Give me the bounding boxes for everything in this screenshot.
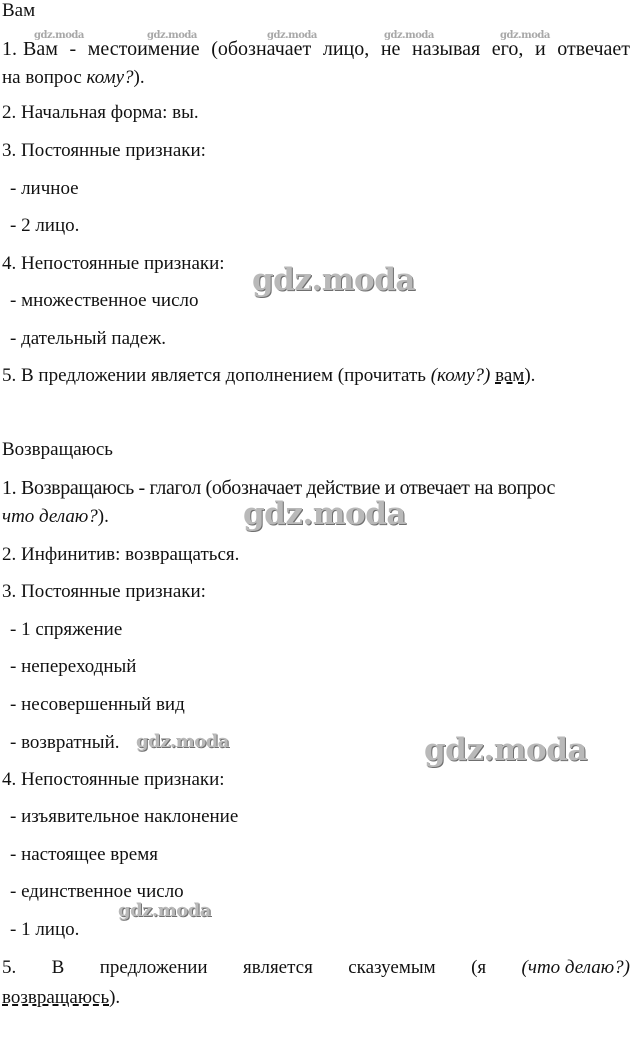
- watermark-small-3: gdz.moda: [267, 30, 317, 41]
- s2-p5-w2: В: [51, 957, 65, 978]
- s2-p3-item4: - возвратный.: [10, 732, 120, 753]
- s1-p1-b: на вопрос: [2, 67, 87, 88]
- watermark-small-1: gdz.moda: [34, 30, 84, 41]
- s2-p5-question: (что делаю?): [521, 957, 630, 978]
- s2-p1-question: что делаю?: [2, 506, 98, 527]
- s1-p1-question: кому?: [86, 67, 134, 88]
- s1-p5: [2, 366, 535, 385]
- s2-p5-w6: (я: [471, 957, 487, 978]
- s2-p4-item3: - единственное число: [10, 881, 184, 902]
- s2-p3-item2: - непереходный: [10, 656, 137, 677]
- watermark-bottom: gdz.moda: [118, 900, 211, 921]
- watermark-big-3: gdz.moda: [424, 732, 587, 768]
- s1-p3-item2: - 2 лицо.: [10, 215, 80, 236]
- s1-p1-num: 1.: [2, 38, 17, 60]
- s1-p1-end: ).: [133, 67, 145, 88]
- watermark-small-5: gdz.moda: [500, 30, 550, 41]
- s1-p3: 3. Постоянные признаки:: [2, 140, 206, 161]
- s2-p1-line1: 1. Возвращаюсь - глагол (обозначает действие и отвечает на вопрос: [2, 477, 556, 499]
- s1-p1-line1: [2, 39, 630, 59]
- s1-p5-end: ).: [524, 365, 536, 386]
- s2-p2: 2. Инфинитив: возвращаться.: [2, 544, 240, 565]
- watermark-big-1: gdz.moda: [252, 262, 415, 298]
- s2-p4: 4. Непостоянные признаки:: [2, 769, 225, 790]
- s1-p4-item1: - множественное число: [10, 290, 199, 311]
- s2-p5-w4: является: [243, 957, 313, 978]
- section1-title: Вам: [2, 0, 36, 21]
- s2-p5-line2: [2, 988, 120, 1007]
- watermark-small-2: gdz.moda: [147, 30, 197, 41]
- s1-p5-question: (кому?): [430, 365, 491, 386]
- s2-p1-line2: [2, 507, 109, 526]
- s1-p4-item2: - дательный падеж.: [10, 328, 166, 349]
- s2-p3: 3. Постоянные признаки:: [2, 581, 206, 602]
- s2-p5-w1: 5.: [2, 957, 17, 978]
- s1-p3-item1: - личное: [10, 178, 79, 199]
- s1-p4: 4. Непостоянные признаки:: [2, 253, 225, 274]
- s2-p3-item1: - 1 спряжение: [10, 619, 123, 640]
- s2-p5-end: ).: [109, 987, 121, 1008]
- s1-p1-line2: [2, 68, 145, 87]
- s2-p5-w5: сказуемым: [348, 957, 436, 978]
- watermark-inline: gdz.moda: [136, 731, 229, 752]
- s2-p4-item2: - настоящее время: [10, 844, 158, 865]
- s1-p5-text: 5. В предложении является дополнением (прочитать: [2, 365, 431, 386]
- s2-p5-w3: предложении: [99, 957, 208, 978]
- s1-p5-word: вам: [495, 365, 525, 386]
- s2-p5-line1: [2, 958, 630, 977]
- s2-p1-end: ).: [97, 506, 109, 527]
- s2-p3-item3: - несовершенный вид: [10, 694, 185, 715]
- s1-p2: 2. Начальная форма: вы.: [2, 102, 199, 123]
- s2-p4-item4: - 1 лицо.: [10, 919, 80, 940]
- watermark-small-4: gdz.moda: [384, 30, 434, 41]
- s2-p5-word: возвращаюсь: [2, 987, 110, 1008]
- s2-p4-item1: - изъявительное наклонение: [10, 806, 239, 827]
- s1-p1-text: Вам - местоимение (обозначает лицо, не называя его, и отвечает: [23, 38, 630, 60]
- watermark-big-2: gdz.moda: [243, 496, 406, 532]
- section2-title: Возвращаюсь: [2, 439, 113, 460]
